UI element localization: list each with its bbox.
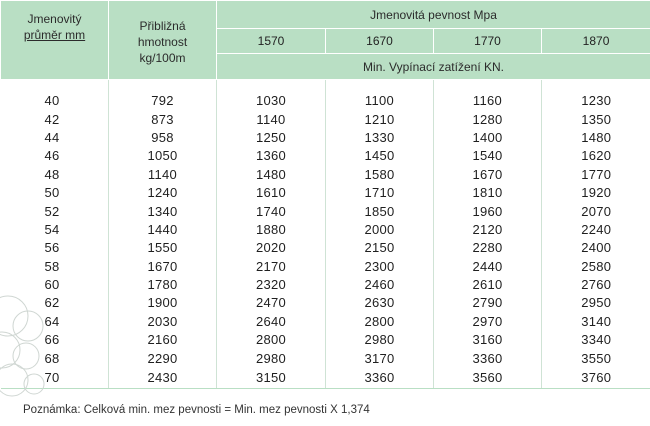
cell-load-1870: 1230 [542, 92, 650, 110]
cell-load-1870: 1920 [542, 184, 650, 202]
cell-weight: 1240 [109, 184, 217, 202]
header-weight-line3: kg/100m [139, 51, 186, 65]
cell-load-1670: 2800 [326, 313, 434, 331]
cell-weight: 1550 [109, 239, 217, 257]
table-row [1, 147, 650, 165]
cell-load-1570: 1610 [217, 184, 326, 202]
cell-load-1670: 1580 [326, 166, 434, 184]
cell-load-1670: 1710 [326, 184, 434, 202]
table-body [1, 80, 650, 389]
cell-diameter: 58 [44, 258, 60, 274]
cell-load-1770: 1670 [434, 166, 542, 184]
cell-load-1570: 2640 [217, 313, 326, 331]
cell-load-1870: 2760 [542, 276, 650, 294]
cell-weight: 873 [109, 110, 217, 128]
cell-weight: 1050 [109, 147, 217, 165]
table-row [1, 294, 650, 312]
table-row [1, 368, 650, 389]
cell-weight: 792 [109, 92, 217, 110]
cell-diameter: 66 [44, 332, 60, 348]
cell-diameter: 62 [44, 295, 60, 311]
cell-load-1670: 3170 [326, 349, 434, 367]
table-row [1, 258, 650, 276]
cell-diameter: 50 [44, 185, 60, 201]
cell-load-1870: 2240 [542, 221, 650, 239]
table-row [1, 313, 650, 331]
table-row [1, 349, 650, 367]
cell-load-1670: 1210 [326, 110, 434, 128]
cell-weight: 1900 [109, 294, 217, 312]
cell-load-1570: 3150 [217, 368, 326, 389]
header-diameter-line2: průměr mm [23, 28, 86, 42]
cell-load-1670: 2300 [326, 258, 434, 276]
cell-diameter: 64 [44, 313, 60, 329]
table-row [1, 202, 650, 220]
cell-diameter: 60 [44, 277, 60, 293]
cell-load-1670: 2150 [326, 239, 434, 257]
cell-load-1570: 2470 [217, 294, 326, 312]
cell-diameter: 40 [44, 93, 60, 109]
table-row [1, 221, 650, 239]
cell-load-1670: 1850 [326, 202, 434, 220]
footnote: Poznámka: Celková min. mez pevnosti = Min. mez pevnosti X 1,374 [23, 404, 370, 416]
cell-load-1570: 1140 [217, 110, 326, 128]
cell-load-1670: 2460 [326, 276, 434, 294]
header-grade-1: 1570 [217, 29, 326, 54]
header-weight-line2: hmotnost [137, 35, 188, 49]
cell-load-1870: 3140 [542, 313, 650, 331]
cell-load-1870: 1480 [542, 129, 650, 147]
cell-load-1770: 1160 [434, 92, 542, 110]
cell-diameter: 52 [44, 203, 60, 219]
cell-load-1770: 3360 [434, 349, 542, 367]
table-row [1, 110, 650, 128]
cell-load-1770: 2970 [434, 313, 542, 331]
table-row [1, 239, 650, 257]
cell-load-1570: 1740 [217, 202, 326, 220]
cell-load-1570: 1480 [217, 166, 326, 184]
table-row [1, 331, 650, 349]
header-diameter-line1: Jmenovitý [27, 12, 82, 26]
cell-load-1870: 1770 [542, 166, 650, 184]
cell-weight: 1340 [109, 202, 217, 220]
cell-load-1770: 3560 [434, 368, 542, 389]
cell-weight: 1670 [109, 258, 217, 276]
cell-load-1570: 1030 [217, 92, 326, 110]
cell-diameter: 44 [44, 129, 60, 145]
table-row [1, 166, 650, 184]
cell-diameter: 48 [44, 166, 60, 182]
cell-load-1770: 2440 [434, 258, 542, 276]
cell-load-1770: 1960 [434, 202, 542, 220]
cell-load-1770: 1400 [434, 129, 542, 147]
header-grade-2: 1670 [326, 29, 434, 54]
cell-load-1870: 3340 [542, 331, 650, 349]
cell-diameter: 68 [44, 350, 60, 366]
cell-load-1770: 1810 [434, 184, 542, 202]
cell-load-1570: 2170 [217, 258, 326, 276]
cell-load-1570: 1250 [217, 129, 326, 147]
header-grade-3: 1770 [434, 29, 542, 54]
cell-weight: 958 [109, 129, 217, 147]
table-header [1, 1, 650, 80]
header-min-breaking-load: Min. Vypínací zatížení KN. [217, 54, 650, 80]
cell-load-1570: 1360 [217, 147, 326, 165]
cell-load-1570: 2800 [217, 331, 326, 349]
cell-load-1670: 1100 [326, 92, 434, 110]
cell-load-1670: 2630 [326, 294, 434, 312]
cell-load-1870: 3760 [542, 368, 650, 389]
table-row [1, 276, 650, 294]
cell-load-1770: 2610 [434, 276, 542, 294]
cell-load-1770: 2790 [434, 294, 542, 312]
header-nominal-strength: Jmenovitá pevnost Mpa [217, 1, 650, 29]
cell-load-1870: 2070 [542, 202, 650, 220]
cell-load-1570: 1880 [217, 221, 326, 239]
cell-load-1870: 2580 [542, 258, 650, 276]
cell-load-1670: 2000 [326, 221, 434, 239]
cell-load-1570: 2980 [217, 349, 326, 367]
cell-weight: 1440 [109, 221, 217, 239]
body-spacer [1, 80, 650, 93]
cell-load-1870: 1350 [542, 110, 650, 128]
cell-diameter: 70 [1, 368, 109, 389]
table-row [1, 184, 650, 202]
cell-load-1670: 1330 [326, 129, 434, 147]
cell-diameter: 56 [44, 240, 60, 256]
header-approx-weight [109, 1, 217, 80]
table-row [1, 129, 650, 147]
table-row [1, 92, 650, 110]
cell-diameter: 42 [44, 111, 60, 127]
cell-load-1570: 2020 [217, 239, 326, 257]
cell-load-1670: 3360 [326, 368, 434, 389]
cell-weight: 1780 [109, 276, 217, 294]
cell-load-1870: 1620 [542, 147, 650, 165]
cell-load-1770: 3160 [434, 331, 542, 349]
cell-weight: 2160 [109, 331, 217, 349]
header-weight-line1: Přibližná [139, 19, 186, 33]
header-nominal-diameter [1, 1, 109, 80]
cell-load-1770: 1280 [434, 110, 542, 128]
cell-load-1870: 2400 [542, 239, 650, 257]
cell-load-1770: 2280 [434, 239, 542, 257]
cell-load-1770: 2120 [434, 221, 542, 239]
cell-load-1670: 2980 [326, 331, 434, 349]
cell-weight: 2030 [109, 313, 217, 331]
cell-load-1770: 1540 [434, 147, 542, 165]
cell-load-1670: 1450 [326, 147, 434, 165]
cell-diameter: 46 [44, 148, 60, 164]
cell-weight: 2430 [109, 368, 217, 389]
cell-weight: 1140 [109, 166, 217, 184]
cell-load-1870: 2950 [542, 294, 650, 312]
cell-weight: 2290 [109, 349, 217, 367]
cell-load-1570: 2320 [217, 276, 326, 294]
cell-load-1870: 3550 [542, 349, 650, 367]
cell-diameter: 54 [44, 221, 60, 237]
header-grade-4: 1870 [542, 29, 650, 54]
